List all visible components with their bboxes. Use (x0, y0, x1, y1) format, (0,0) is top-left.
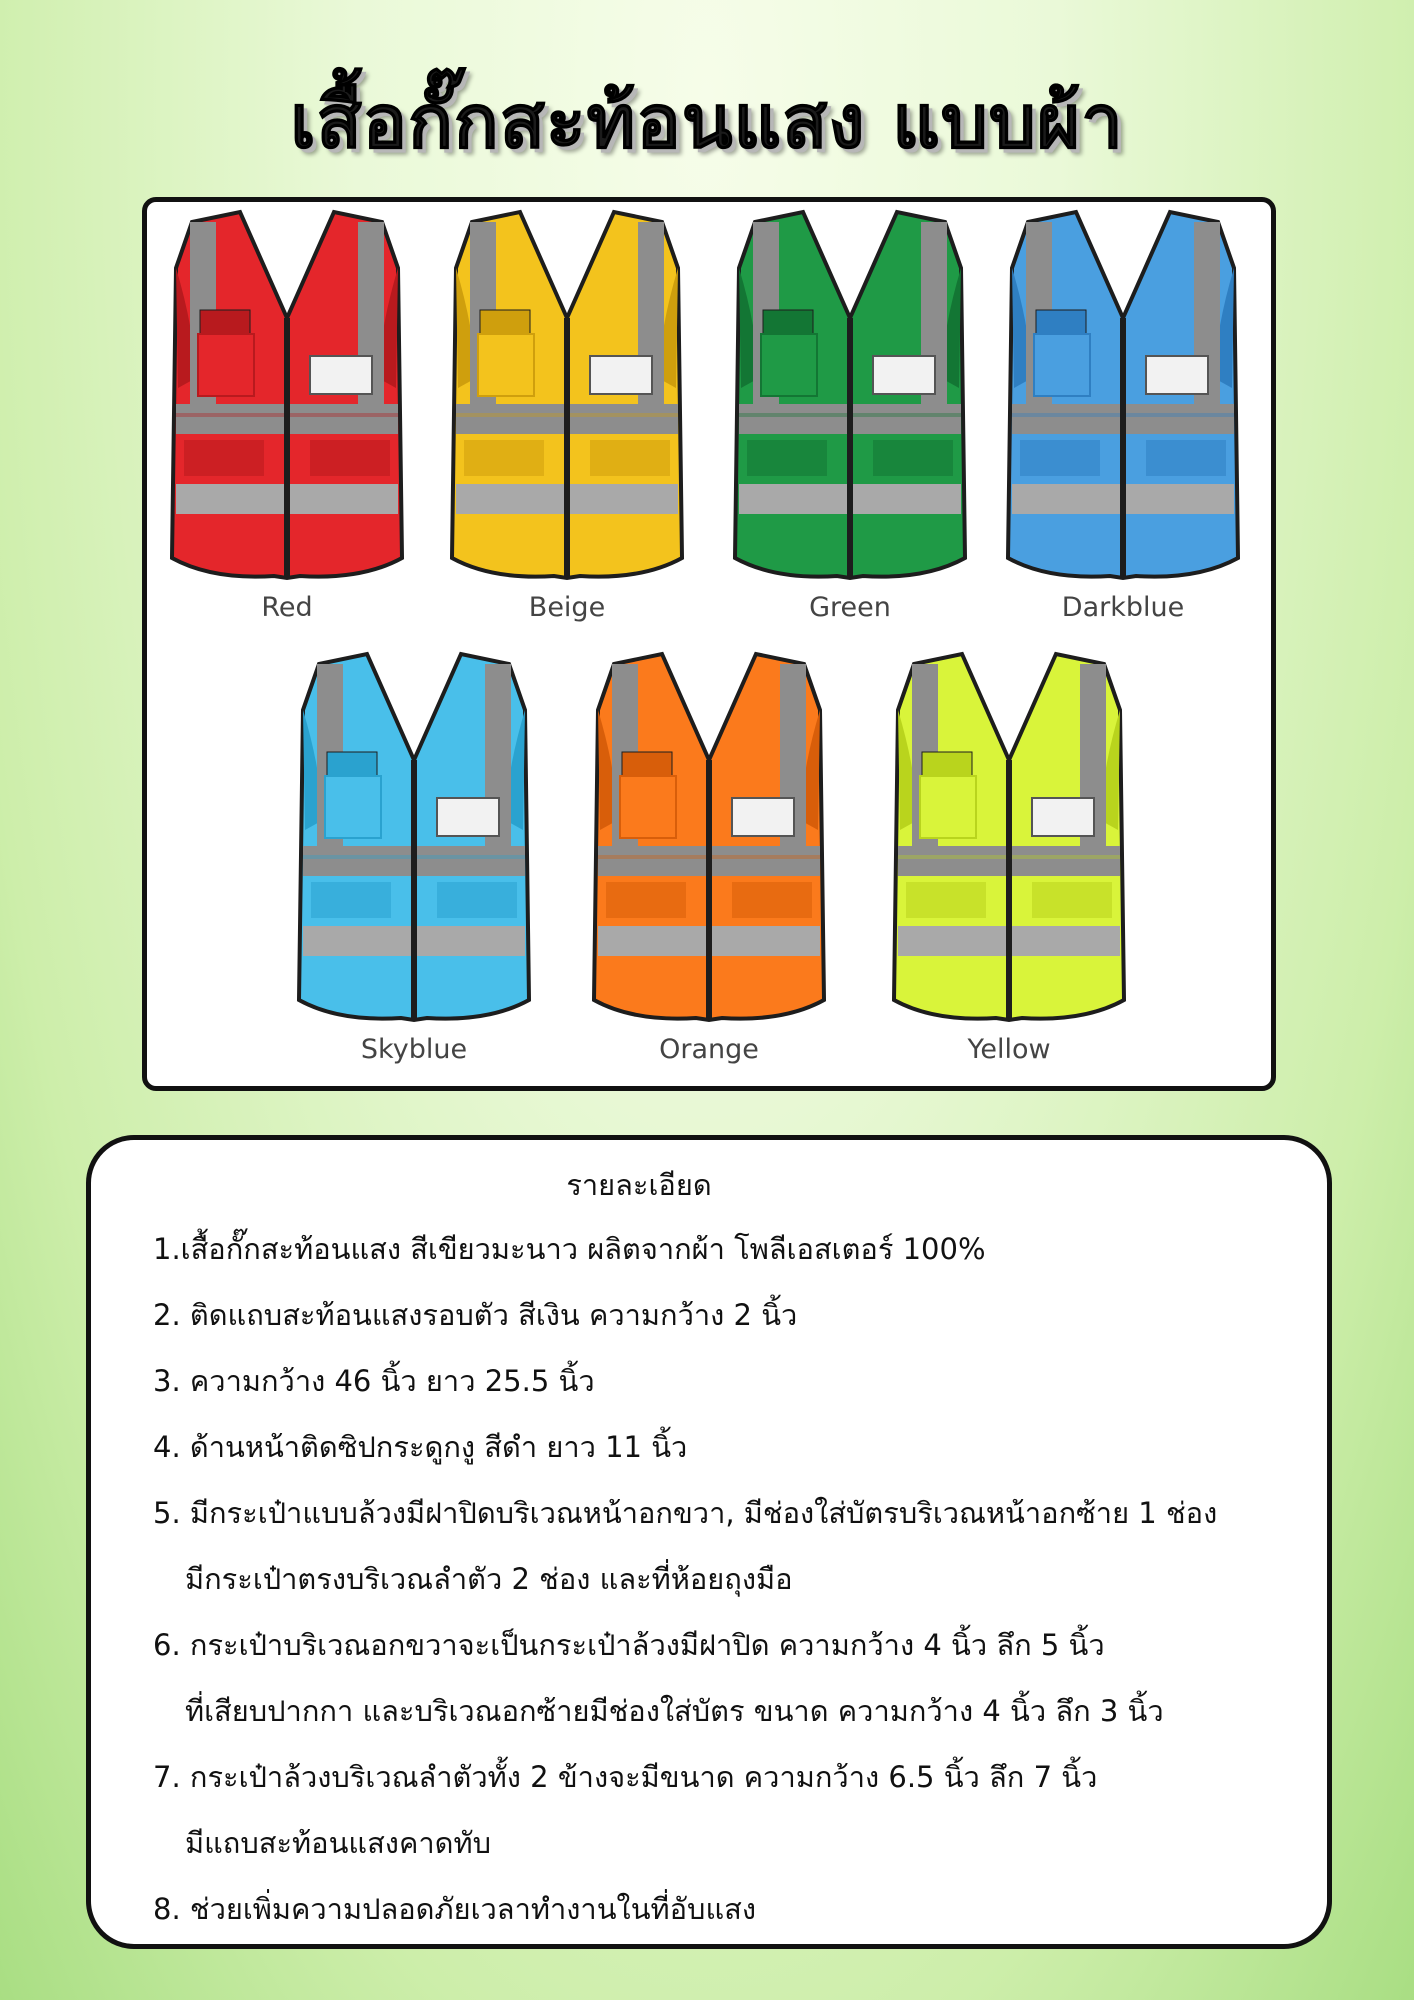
detail-item: ที่เสียบปากกา และบริเวณอกซ้ายมีช่องใส่บัตร ขนาด ความกว้าง 4 นิ้ว ลึก 3 นิ้ว (185, 1694, 1164, 1728)
detail-item: มีกระเป๋าตรงบริเวณลำตัว 2 ช่อง และที่ห้อยถุงมือ (185, 1562, 793, 1596)
vest-icon (584, 650, 834, 1030)
vest-label: Darkblue (1061, 592, 1185, 623)
details-panel (86, 1135, 1332, 1949)
vest-icon (162, 208, 412, 588)
vest-icon (289, 650, 539, 1030)
vest-skyblue (289, 650, 539, 1065)
detail-item: 5. มีกระเป๋าแบบล้วงมีฝาปิดบริเวณหน้าอกขวา, มีช่องใส่บัตรบริเวณหน้าอกซ้าย 1 ช่อง (153, 1496, 1218, 1530)
vest-label: Beige (528, 592, 606, 623)
vest-label: Skyblue (360, 1034, 468, 1065)
vest-icon (442, 208, 692, 588)
vest-icon (998, 208, 1248, 588)
detail-item: 6. กระเป๋าบริเวณอกขวาจะเป็นกระเป๋าล้วงมีฝาปิด ความกว้าง 4 นิ้ว ลึก 5 นิ้ว (153, 1628, 1105, 1662)
details-heading: รายละเอียด (566, 1168, 712, 1202)
details-list (153, 1216, 1303, 1942)
detail-item: 3. ความกว้าง 46 นิ้ว ยาว 25.5 นิ้ว (153, 1364, 595, 1398)
vest-photo-panel (142, 197, 1276, 1091)
page-title: เสื้อกั๊กสะท้อนแสง แบบผ้า (290, 79, 1124, 165)
vest-yellow (884, 650, 1134, 1065)
vest-red (162, 208, 412, 623)
vest-darkblue (998, 208, 1248, 623)
detail-item: 2. ติดแถบสะท้อนแสงรอบตัว สีเงิน ความกว้าง 2 นิ้ว (153, 1298, 798, 1332)
vest-label: Red (261, 592, 313, 623)
detail-item: 8. ช่วยเพิ่มความปลอดภัยเวลาทำงานในที่อับแสง (153, 1892, 757, 1926)
vest-green (725, 208, 975, 623)
vest-beige (442, 208, 692, 623)
vest-label: Yellow (967, 1034, 1051, 1065)
detail-item: มีแถบสะท้อนแสงคาดทับ (185, 1826, 492, 1860)
vest-grid (147, 202, 1271, 1086)
detail-item: 4. ด้านหน้าติดซิปกระดูกงู สีดำ ยาว 11 นิ้ว (153, 1430, 688, 1464)
vest-icon (884, 650, 1134, 1030)
vest-label: Green (809, 592, 891, 623)
vest-icon (725, 208, 975, 588)
vest-orange (584, 650, 834, 1065)
detail-item: 7. กระเป๋าล้วงบริเวณลำตัวทั้ง 2 ข้างจะมีขนาด ความกว้าง 6.5 นิ้ว ลึก 7 นิ้ว (153, 1760, 1098, 1794)
vest-label: Orange (659, 1034, 759, 1065)
detail-item: 1.เสื้อกั๊กสะท้อนแสง สีเขียวมะนาว ผลิตจากผ้า โพลีเอสเตอร์ 100% (153, 1232, 986, 1266)
